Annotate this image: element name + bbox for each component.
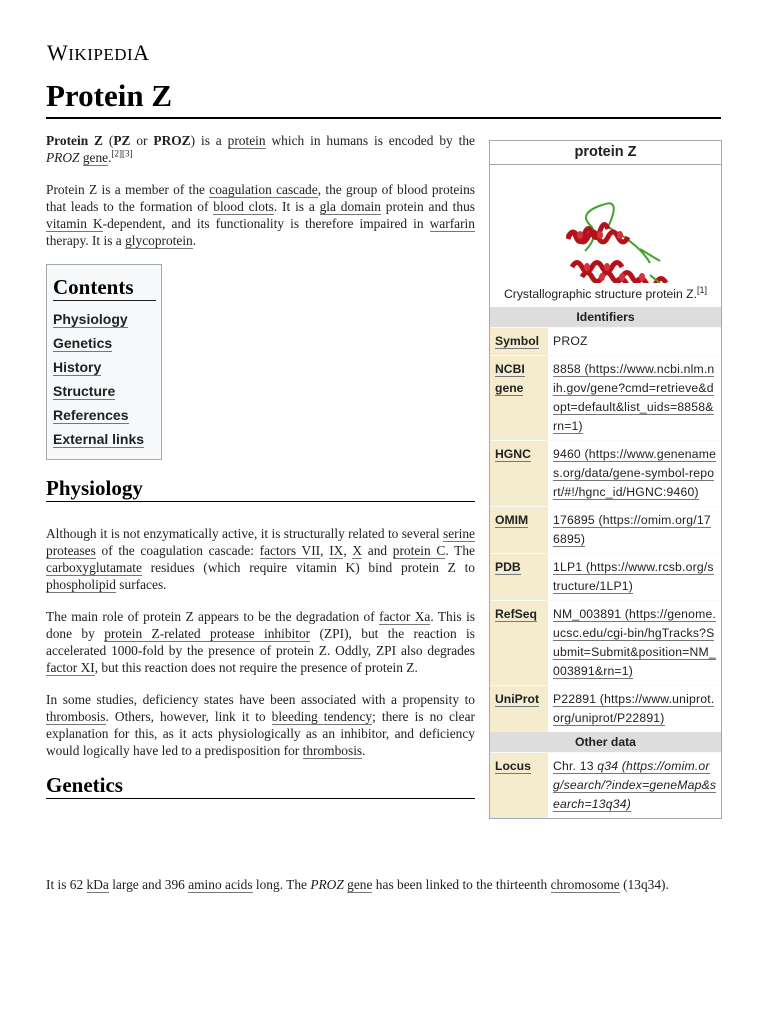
protein-structure-image[interactable] [490,165,721,283]
infobox-row-locus [490,752,721,818]
physiology-paragraph-3: In some studies, deficiency states have been associated with a propensity to thrombosis. Others, however, link it to bleeding tendency; there is no clear explanation for this, as it acts physiologically as an inhibitor, and deficiency would logically have led to a predisposition for thrombosis. [46,692,475,758]
infobox-title: protein Z [490,141,721,165]
caption-citation-ref[interactable]: [1] [697,284,708,295]
link-coagulation-cascade[interactable]: coagulation cascade [209,182,318,197]
article-body [46,132,475,799]
intro-paragraph-1: Protein Z (PZ or PROZ) is a protein which in humans is encoded by the PROZ gene.[2][3] [46,133,475,165]
link-factor-vii[interactable]: factors VII [259,543,321,558]
infobox-row-ncbi [490,355,721,440]
link-phospholipid[interactable]: phospholipid [46,577,116,592]
link-warfarin[interactable]: warfarin [429,216,475,231]
intro-paragraph-2: Protein Z is a member of the coagulation cascade, the group of blood proteins that leads to the formation of blood clots. It is a gla domain protein and thus vitamin K-dependent, and its functionality is therefore impaired in warfarin therapy. It is a glycoprotein. [46,182,476,248]
infobox-label[interactable]: OMIM [490,507,548,553]
infobox-row-symbol [490,327,721,355]
link-factor-x[interactable]: X [352,543,363,558]
infobox-value[interactable]: NM_003891 (https://genome.ucsc.edu/cgi-bin/hgTracks?Submit=Submit&position=NM_003891&rn=1) [548,601,721,685]
link-bleeding-tendency[interactable]: bleeding tendency [271,709,373,724]
link-protein[interactable]: protein [227,133,266,148]
infobox-value[interactable]: 9460 (https://www.genenames.org/data/gene-symbol-report/#!/hgnc_id/HGNC:9460) [548,441,721,506]
heading-genetics: Genetics [46,777,475,799]
infobox-value[interactable]: 8858 (https://www.ncbi.nlm.nih.gov/gene?cmd=retrieve&dopt=default&list_uids=8858&rn=1) [548,356,721,440]
infobox-value[interactable]: P22891 (https://www.uniprot.org/uniprot/P22891) [548,686,721,732]
genetics-paragraph-1: It is 62 kDa large and 396 amino acids long. The PROZ gene has been linked to the thirteenth chromosome (13q34). [46,877,669,892]
link-chromosome[interactable]: chromosome [550,877,620,892]
link-factor-xi[interactable]: factor XI [46,660,95,675]
page-title: Protein Z [46,78,172,113]
link-vitamin-k[interactable]: vitamin K [46,216,103,231]
link-gene[interactable]: gene [82,150,109,165]
citation-ref[interactable]: [2][3] [111,148,133,159]
infobox-row-omim [490,506,721,553]
link-protein-c[interactable]: protein C [392,543,446,558]
link-thrombosis-2[interactable]: thrombosis [302,743,363,758]
link-factor-ix[interactable]: IX [329,543,344,558]
toc-item-genetics[interactable]: Genetics [53,335,113,351]
toc-item-structure[interactable]: Structure [53,383,116,399]
infobox-row-pdb [490,553,721,600]
link-glycoprotein[interactable]: glycoprotein [125,233,193,248]
infobox-label[interactable]: Symbol [490,328,548,355]
infobox-label[interactable]: Locus [490,753,548,818]
infobox [489,140,722,819]
link-kda[interactable]: kDa [86,877,109,892]
wikipedia-wordmark[interactable]: WIKIPEDIA [47,40,150,65]
link-thrombosis[interactable]: thrombosis [46,709,106,724]
toc-item-physiology[interactable]: Physiology [53,311,128,327]
link-zpi[interactable]: protein Z-related protease inhibitor [104,626,311,641]
toc-title: Contents [53,279,156,301]
toc-item-references[interactable]: References [53,407,129,423]
infobox-image-area [490,165,721,307]
toc-item-history[interactable]: History [53,359,102,375]
link-gla-domain[interactable]: gla domain [319,199,381,214]
infobox-value[interactable]: 176895 (https://omim.org/176895) [548,507,721,553]
table-of-contents [46,264,162,460]
link-gene-2[interactable]: gene [347,877,373,892]
link-amino-acids[interactable]: amino acids [188,877,253,892]
infobox-row-uniprot [490,685,721,732]
infobox-value[interactable]: 1LP1 (https://www.rcsb.org/structure/1LP1) [548,554,721,600]
infobox-label[interactable]: RefSeq [490,601,548,685]
toc-item-external-links[interactable]: External links [53,431,145,447]
infobox-value[interactable]: Chr. 13 q34 (https://omim.org/search/?index=geneMap&search=13q34) [548,753,721,818]
link-factor-xa[interactable]: factor Xa [379,609,431,624]
link-serine-proteases[interactable]: serine proteases [46,526,475,558]
physiology-paragraph-1: Although it is not enzymatically active, it is structurally related to several serine proteases of the coagulation cascade: factors VII, IX, X and protein C. The carboxyglutamate residues (which require vitamin K) bind protein Z to phospholipid surfaces. [46,526,475,592]
infobox-value: PROZ [548,328,721,355]
heading-physiology: Physiology [46,480,475,502]
infobox-row-hgnc [490,440,721,506]
identifiers-heading: Identifiers [490,307,721,327]
title-divider [46,117,721,119]
infobox-row-refseq [490,600,721,685]
link-carboxyglutamate[interactable]: carboxyglutamate [46,560,142,575]
infobox-label[interactable]: UniProt [490,686,548,732]
other-data-heading: Other data [490,732,721,752]
infobox-label[interactable]: NCBI gene [490,356,548,440]
link-blood-clots[interactable]: blood clots [213,199,274,214]
infobox-caption: Crystallographic structure protein Z.[1] [503,284,708,301]
physiology-paragraph-2: The main role of protein Z appears to be the degradation of factor Xa. This is done by protein Z-related protease inhibitor (ZPI), but the reaction is accelerated 1000-fold by the presence of protein Z. Oddly, ZPI also degrades factor XI, but this reaction does not require the presence of protein Z. [46,609,475,675]
infobox-label[interactable]: HGNC [490,441,548,506]
infobox-label[interactable]: PDB [490,554,548,600]
